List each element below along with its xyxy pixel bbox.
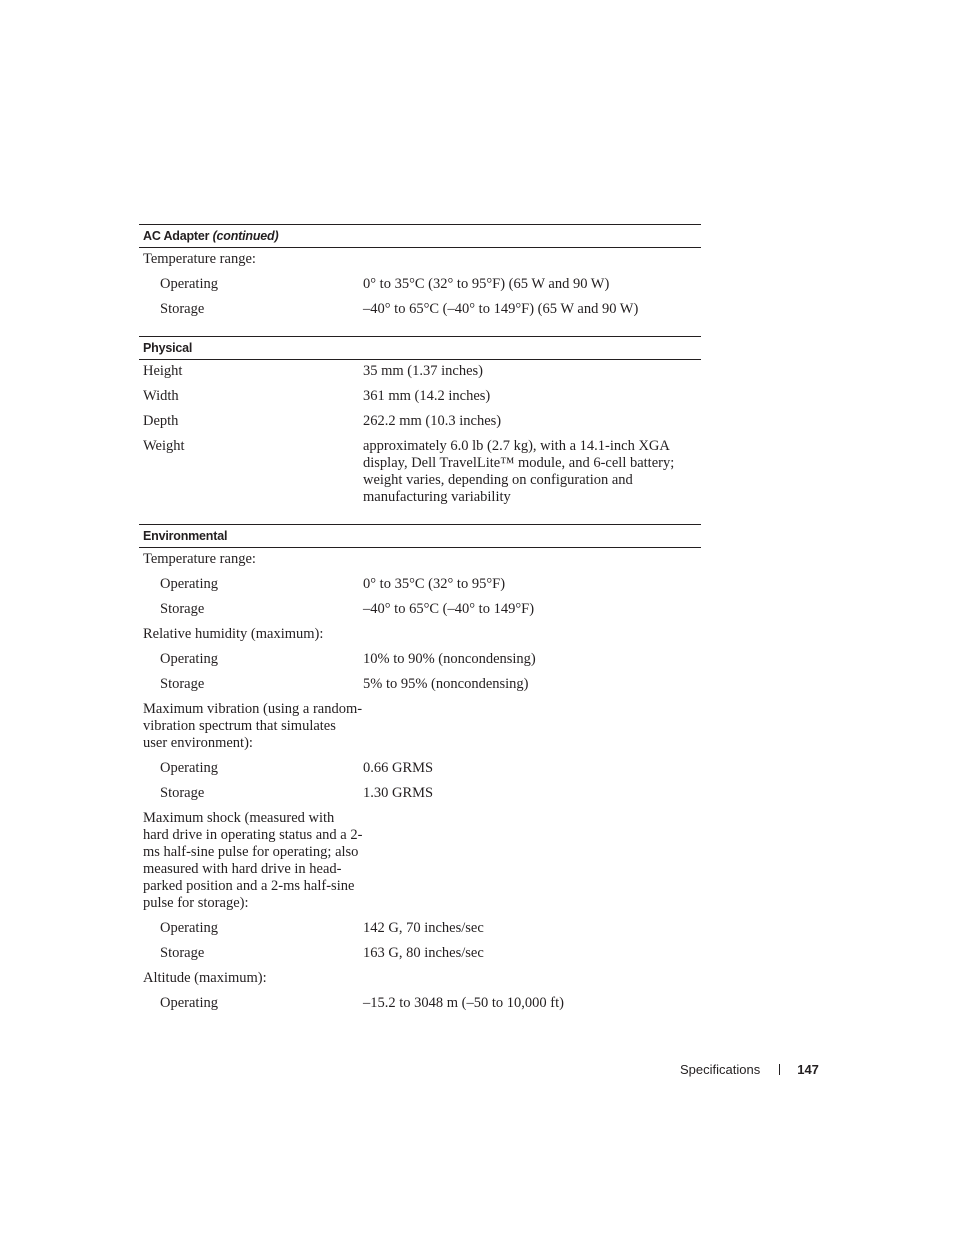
physical-table: [139, 336, 701, 506]
row-value: 0° to 35°C (32° to 95°F): [363, 576, 506, 592]
row-value: [363, 251, 701, 268]
ac-adapter-title: AC Adapter: [143, 229, 210, 243]
row-label: Temperature range:: [143, 551, 256, 567]
row-label: Relative humidity (maximum):: [143, 626, 324, 642]
table-row: [139, 785, 701, 802]
row-value: 142 G, 70 inches/sec: [363, 920, 484, 936]
table-row: [139, 970, 701, 987]
table-row: [139, 388, 701, 405]
row-value: [363, 810, 701, 912]
row-label: Operating: [160, 651, 218, 667]
row-label: Operating: [160, 276, 218, 292]
row-label: Storage: [160, 676, 205, 692]
ac-adapter-table: [139, 224, 701, 318]
row-value: 10% to 90% (noncondensing): [363, 651, 536, 667]
row-value: 0.66 GRMS: [363, 760, 434, 776]
continued-label: (continued): [212, 229, 279, 243]
row-label: Depth: [143, 413, 179, 429]
table-row: [139, 551, 701, 568]
row-label: Operating: [160, 995, 218, 1011]
physical-header: [139, 336, 701, 360]
ac-adapter-header: [139, 224, 701, 248]
row-label: Maximum vibration (using a random-vibration spectrum that simulates user environment):: [143, 701, 363, 751]
table-row: [139, 676, 701, 693]
row-label: Altitude (maximum):: [143, 970, 267, 986]
row-label: Storage: [160, 301, 205, 317]
table-row: [139, 920, 701, 937]
table-row: [139, 301, 701, 318]
table-row: [139, 251, 701, 268]
row-value: 163 G, 80 inches/sec: [363, 945, 484, 961]
environmental-header: [139, 524, 701, 548]
row-label: Height: [143, 363, 183, 379]
row-value: 361 mm (14.2 inches): [363, 388, 491, 404]
table-row: [139, 601, 701, 618]
environmental-table: [139, 524, 701, 1012]
table-row: [139, 760, 701, 777]
table-row: [139, 995, 701, 1012]
row-label: Maximum shock (measured with hard drive in operating status and a 2-ms half-sine pulse for operating; also measured with hard drive in head-parked position and a 2-ms half-sine pulse for storage):: [143, 810, 363, 911]
footer-separator: [779, 1064, 780, 1075]
row-value: [363, 970, 701, 987]
table-row: [139, 651, 701, 668]
row-label: Operating: [160, 920, 218, 936]
row-label: Temperature range:: [143, 251, 256, 267]
table-row: [139, 438, 701, 506]
table-row: [139, 413, 701, 430]
row-label: Storage: [160, 785, 205, 801]
row-label: Width: [143, 388, 179, 404]
row-value: [363, 626, 701, 643]
row-value: –40° to 65°C (–40° to 149°F) (65 W and 90 W): [363, 301, 639, 317]
row-label: Storage: [160, 945, 205, 961]
table-row: [139, 945, 701, 962]
row-label: Storage: [160, 601, 205, 617]
row-value: [363, 551, 701, 568]
row-value: –15.2 to 3048 m (–50 to 10,000 ft): [363, 995, 564, 1011]
row-value: –40° to 65°C (–40° to 149°F): [363, 601, 535, 617]
row-value: approximately 6.0 lb (2.7 kg), with a 14.1-inch XGA display, Dell TravelLite™ module, and 6-cell battery; weight varies, depending on configuration and manufacturing variability: [363, 438, 675, 505]
table-row: [139, 576, 701, 593]
environmental-title: Environmental: [143, 529, 228, 543]
row-value: 35 mm (1.37 inches): [363, 363, 484, 379]
footer-section-name: Specifications: [680, 1062, 761, 1077]
row-value: 5% to 95% (noncondensing): [363, 676, 529, 692]
row-label: Weight: [143, 438, 185, 454]
table-row: [139, 626, 701, 643]
row-value: [363, 701, 701, 752]
page-number: 147: [797, 1062, 819, 1077]
table-row: [139, 276, 701, 293]
physical-title: Physical: [143, 341, 193, 355]
row-value: 1.30 GRMS: [363, 785, 434, 801]
row-value: 262.2 mm (10.3 inches): [363, 413, 502, 429]
page-footer: [680, 1061, 819, 1079]
row-label: Operating: [160, 760, 218, 776]
row-value: 0° to 35°C (32° to 95°F) (65 W and 90 W): [363, 276, 610, 292]
table-row: [139, 363, 701, 380]
table-row: [139, 810, 701, 912]
row-label: Operating: [160, 576, 218, 592]
table-row: [139, 701, 701, 752]
